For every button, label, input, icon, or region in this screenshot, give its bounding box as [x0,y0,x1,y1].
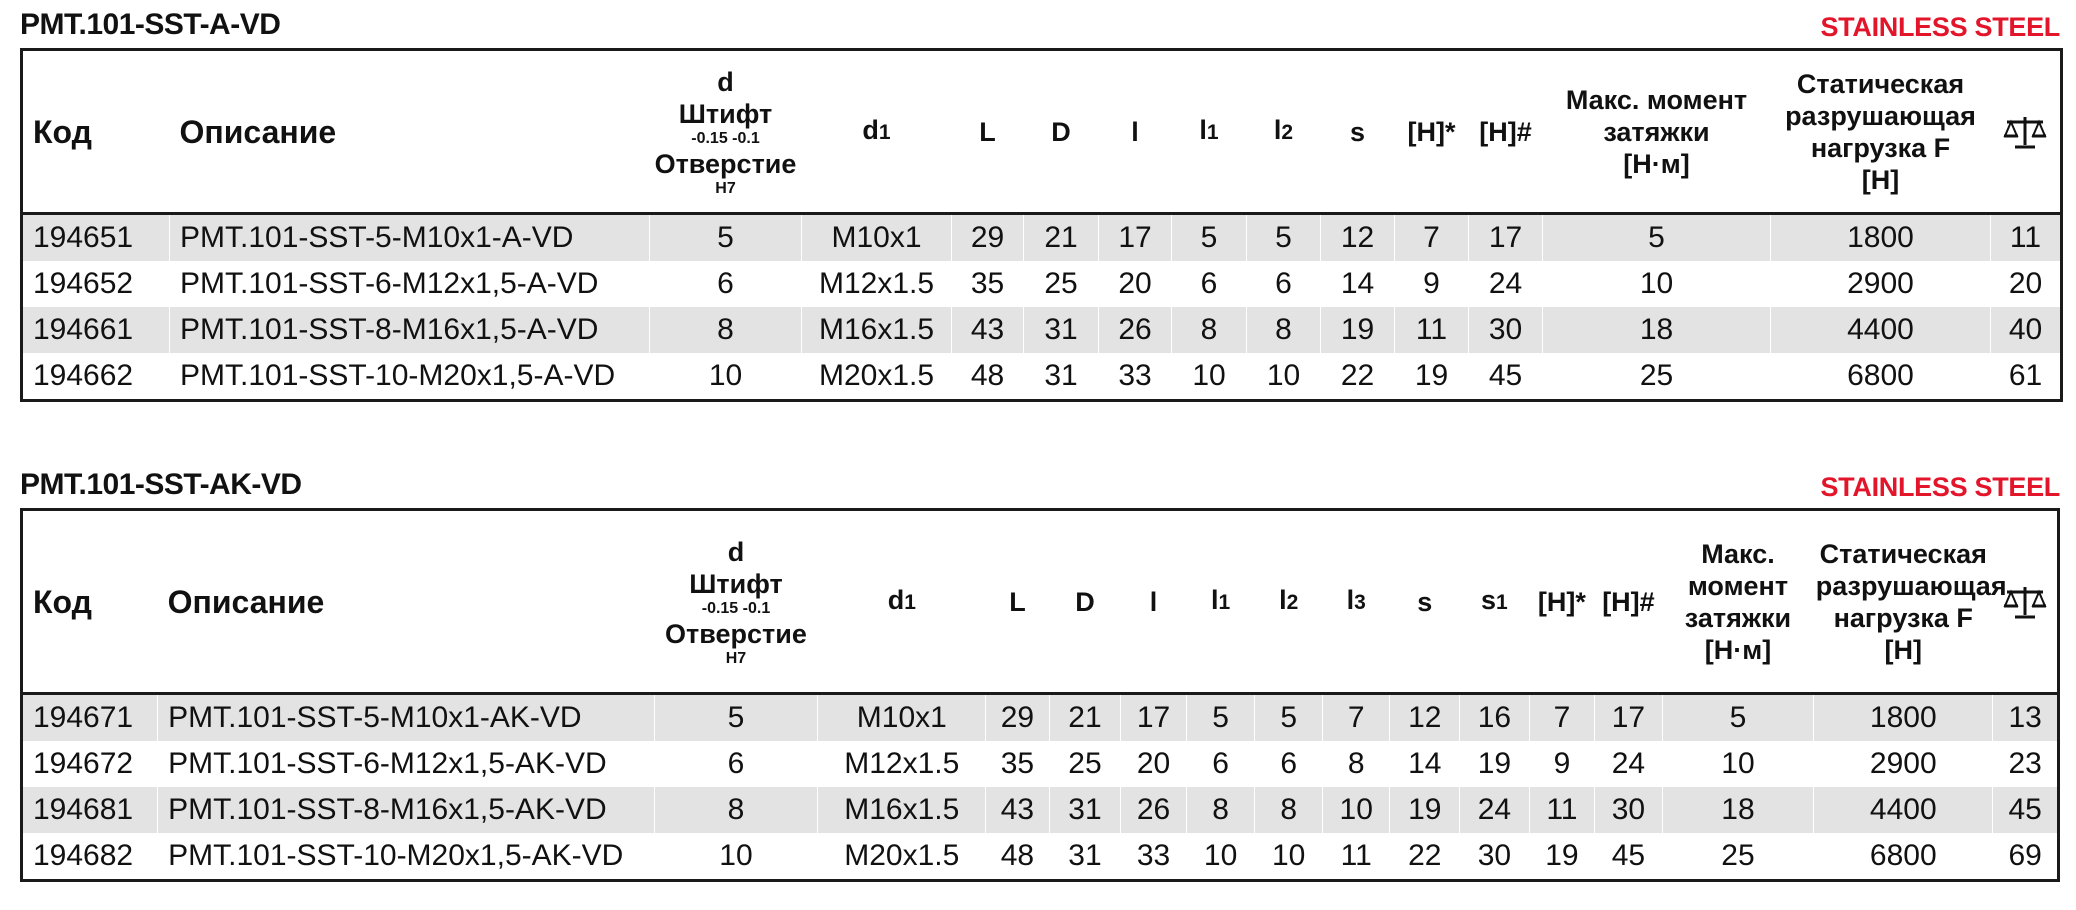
header-l3-main: l [1346,585,1355,615]
cell-s: 22 [1321,353,1395,401]
cell-code: 194661 [22,307,170,353]
header-d1 [802,50,952,214]
header-weight [1993,510,2059,694]
cell-d: 6 [650,261,802,307]
header-l3-sub: 3 [1354,591,1366,614]
material-label: STAINLESS STEEL [1820,12,2060,42]
cell-s: 19 [1390,787,1460,833]
cell-D: 31 [1024,353,1099,401]
header-l1-sub: 1 [1206,121,1219,144]
cell-h-star: 19 [1529,833,1595,881]
cell-l1: 8 [1172,307,1247,353]
header-l1-sub: 1 [1218,591,1231,614]
header-l2-sub: 2 [1286,591,1299,614]
cell-torque: 5 [1662,694,1813,742]
header-l1 [1172,50,1247,214]
spec-table-ak-vd [20,508,2060,882]
cell-d: 5 [650,214,802,262]
section-title: PMT.101-SST-AK-VD [20,468,302,501]
cell-l2: 8 [1255,787,1323,833]
header-d [654,510,818,694]
cell-l2: 6 [1247,261,1321,307]
cell-l2: 10 [1247,353,1321,401]
cell-description: PMT.101-SST-5-M10x1-AK-VD [158,694,654,742]
cell-h-star: 7 [1395,214,1469,262]
cell-torque: 25 [1662,833,1813,881]
header-d-pin-tolerance: -0.15 -0.1 [691,129,760,147]
cell-s1: 24 [1460,787,1530,833]
cell-load: 6800 [1771,353,1991,401]
cell-load: 1800 [1814,694,1993,742]
cell-l3: 8 [1322,741,1390,787]
header-torque-line3: [Н·м] [1623,148,1690,179]
cell-L: 29 [952,214,1024,262]
table-section-a-vd [20,8,2060,402]
header-load-line2: разрушающая [1785,100,1976,131]
cell-description: PMT.101-SST-5-M10x1-A-VD [170,214,650,262]
cell-d1: M10x1 [802,214,952,262]
header-L: L [1009,586,1026,617]
header-torque-line2: момент [1687,570,1789,601]
cell-h-hash: 17 [1595,694,1663,742]
header-D: D [1075,586,1095,617]
cell-s: 19 [1321,307,1395,353]
header-code: Код [33,113,92,150]
cell-d1: M20x1.5 [818,833,986,881]
header-s: s [1417,586,1433,617]
header-torque [1543,50,1771,214]
cell-s: 12 [1321,214,1395,262]
cell-l1: 10 [1186,833,1255,881]
cell-L: 48 [986,833,1049,881]
header-h-hash: [H]# [1602,586,1655,617]
cell-weight: 11 [1991,214,2062,262]
cell-d: 5 [654,694,818,742]
header-d1-sub: 1 [904,591,916,614]
header-h-star: [H]* [1407,116,1456,147]
cell-s: 12 [1390,694,1460,742]
cell-load: 4400 [1771,307,1991,353]
header-l2-sub: 2 [1281,121,1294,144]
header-h-hash: [H]# [1479,116,1532,147]
cell-code: 194672 [22,741,158,787]
section-title: PMT.101-SST-A-VD [20,8,281,41]
header-s1-main: s [1481,585,1497,615]
header-torque-line3: затяжки [1684,602,1792,633]
material-label: STAINLESS STEEL [1820,472,2060,502]
cell-load: 2900 [1771,261,1991,307]
cell-d: 8 [654,787,818,833]
table-row [22,353,2062,401]
cell-L: 43 [986,787,1049,833]
cell-weight: 13 [1993,694,2059,742]
cell-s: 22 [1390,833,1460,881]
table-row [22,741,2059,787]
cell-l1: 6 [1172,261,1247,307]
cell-code: 194681 [22,787,158,833]
header-l1-main: l [1199,115,1207,145]
cell-code: 194662 [22,353,170,401]
scale-icon [2003,114,2047,150]
section-header [20,8,2060,48]
cell-l3: 7 [1322,694,1390,742]
cell-d1: M12x1.5 [818,741,986,787]
header-d-pin: Штифт [689,568,783,599]
cell-l2: 6 [1255,741,1323,787]
header-s: s [1349,116,1366,147]
cell-d: 6 [654,741,818,787]
cell-l: 20 [1121,741,1187,787]
cell-torque: 18 [1543,307,1771,353]
header-code: Код [33,583,92,620]
cell-L: 35 [952,261,1024,307]
cell-torque: 25 [1543,353,1771,401]
cell-l1: 6 [1186,741,1255,787]
cell-torque: 18 [1662,787,1813,833]
cell-weight: 69 [1993,833,2059,881]
header-D: D [1051,116,1071,147]
cell-h-hash: 24 [1469,261,1543,307]
cell-l: 33 [1121,833,1187,881]
header-l: l [1149,586,1158,617]
cell-D: 25 [1024,261,1099,307]
cell-D: 21 [1049,694,1121,742]
table-row [22,307,2062,353]
cell-l: 17 [1121,694,1187,742]
cell-weight: 40 [1991,307,2062,353]
header-load-line3: нагрузка F [1833,602,1973,633]
header-l2-main: l [1279,585,1287,615]
cell-d1: M16x1.5 [802,307,952,353]
header-s1 [1460,510,1530,694]
cell-d: 8 [650,307,802,353]
cell-L: 35 [986,741,1049,787]
table-row [22,787,2059,833]
cell-d1: M16x1.5 [818,787,986,833]
header-torque-line4: [Н·м] [1704,634,1772,665]
cell-h-hash: 45 [1595,833,1663,881]
header-load [1814,510,2007,694]
header-d1 [818,510,986,694]
header-d [650,50,802,214]
cell-D: 31 [1049,833,1121,881]
header-load-line3: нагрузка F [1810,132,1951,163]
header-load-line1: Статическая [1796,68,1965,99]
header-torque-line1: Макс. момент [1565,84,1748,115]
table-row [22,694,2059,742]
cell-load: 2900 [1814,741,1993,787]
cell-d1: M10x1 [818,694,986,742]
cell-L: 48 [952,353,1024,401]
cell-h-hash: 45 [1469,353,1543,401]
cell-D: 31 [1024,307,1099,353]
cell-s: 14 [1390,741,1460,787]
cell-code: 194651 [22,214,170,262]
cell-l2: 10 [1255,833,1323,881]
header-L: L [979,116,996,147]
cell-l2: 8 [1247,307,1321,353]
cell-torque: 5 [1543,214,1771,262]
header-l3 [1322,510,1390,694]
header-load-line2: разрушающая [1815,570,2007,601]
header-d-hole: Отверстие [665,618,807,649]
cell-h-star: 7 [1529,694,1595,742]
cell-weight: 61 [1991,353,2062,401]
cell-h-hash: 30 [1469,307,1543,353]
header-l: l [1131,116,1139,147]
header-s1-sub: 1 [1496,591,1508,614]
header-d1-main: d [862,115,879,145]
cell-description: PMT.101-SST-8-M16x1,5-A-VD [170,307,650,353]
header-l2 [1247,50,1321,214]
header-d-hole-tolerance: H7 [715,179,736,197]
cell-s1: 19 [1460,741,1530,787]
header-load-line4: [Н] [1884,634,1922,665]
table-row [22,214,2062,262]
cell-description: PMT.101-SST-10-M20x1,5-A-VD [170,353,650,401]
header-d-hole: Отверстие [654,148,797,179]
header-load-line4: [Н] [1861,164,1900,195]
spec-table-a-vd [20,48,2063,402]
cell-h-star: 9 [1529,741,1595,787]
header-h-star: [H]* [1537,586,1586,617]
header-l2 [1255,510,1323,694]
cell-code: 194682 [22,833,158,881]
header-d-symbol: d [717,66,734,97]
cell-l2: 5 [1255,694,1323,742]
table-row [22,833,2059,881]
cell-s: 14 [1321,261,1395,307]
header-torque-line1: Макс. [1701,538,1775,569]
cell-description: PMT.101-SST-6-M12x1,5-AK-VD [158,741,654,787]
cell-l: 33 [1099,353,1172,401]
cell-h-hash: 24 [1595,741,1663,787]
header-load-line1: Статическая [1819,538,1987,569]
cell-weight: 45 [1993,787,2059,833]
cell-l: 20 [1099,261,1172,307]
cell-description: PMT.101-SST-10-M20x1,5-AK-VD [158,833,654,881]
cell-l1: 8 [1186,787,1255,833]
cell-code: 194652 [22,261,170,307]
cell-s1: 30 [1460,833,1530,881]
table-section-ak-vd [20,468,2060,882]
cell-h-star: 19 [1395,353,1469,401]
cell-load: 1800 [1771,214,1991,262]
cell-d: 10 [654,833,818,881]
cell-h-star: 11 [1395,307,1469,353]
cell-h-hash: 30 [1595,787,1663,833]
cell-l1: 10 [1172,353,1247,401]
cell-L: 29 [986,694,1049,742]
cell-load: 4400 [1814,787,1993,833]
cell-D: 25 [1049,741,1121,787]
cell-torque: 10 [1662,741,1813,787]
cell-s1: 16 [1460,694,1530,742]
header-d1-main: d [887,585,905,615]
cell-h-star: 9 [1395,261,1469,307]
scale-icon [2003,584,2047,620]
header-weight [1991,50,2062,214]
cell-h-hash: 17 [1469,214,1543,262]
header-torque [1662,510,1813,694]
cell-l3: 10 [1322,787,1390,833]
header-l2-main: l [1273,115,1282,145]
header-d-hole-tolerance: H7 [725,649,747,667]
header-l1 [1186,510,1255,694]
cell-d1: M12x1.5 [802,261,952,307]
header-d-pin: Штифт [678,98,773,129]
cell-weight: 23 [1993,741,2059,787]
cell-code: 194671 [22,694,158,742]
cell-l: 26 [1121,787,1187,833]
section-header [20,468,2060,508]
cell-d1: M20x1.5 [802,353,952,401]
header-d-pin-tolerance: -0.15 -0.1 [701,599,771,617]
cell-D: 21 [1024,214,1099,262]
cell-h-star: 11 [1529,787,1595,833]
header-l1-main: l [1211,585,1219,615]
header-description: Описание [167,583,325,620]
cell-weight: 20 [1991,261,2062,307]
cell-l1: 5 [1172,214,1247,262]
cell-load: 6800 [1814,833,1993,881]
table-row [22,261,2062,307]
cell-l: 17 [1099,214,1172,262]
cell-l3: 11 [1322,833,1390,881]
header-load [1771,50,1991,214]
cell-l2: 5 [1247,214,1321,262]
cell-d: 10 [650,353,802,401]
header-d1-sub: 1 [878,121,891,144]
header-description: Описание [179,113,337,150]
header-torque-line2: затяжки [1603,116,1710,147]
cell-description: PMT.101-SST-6-M12x1,5-A-VD [170,261,650,307]
cell-l: 26 [1099,307,1172,353]
cell-l1: 5 [1186,694,1255,742]
cell-torque: 10 [1543,261,1771,307]
cell-D: 31 [1049,787,1121,833]
cell-description: PMT.101-SST-8-M16x1,5-AK-VD [158,787,654,833]
cell-L: 43 [952,307,1024,353]
header-d-symbol: d [727,536,745,567]
